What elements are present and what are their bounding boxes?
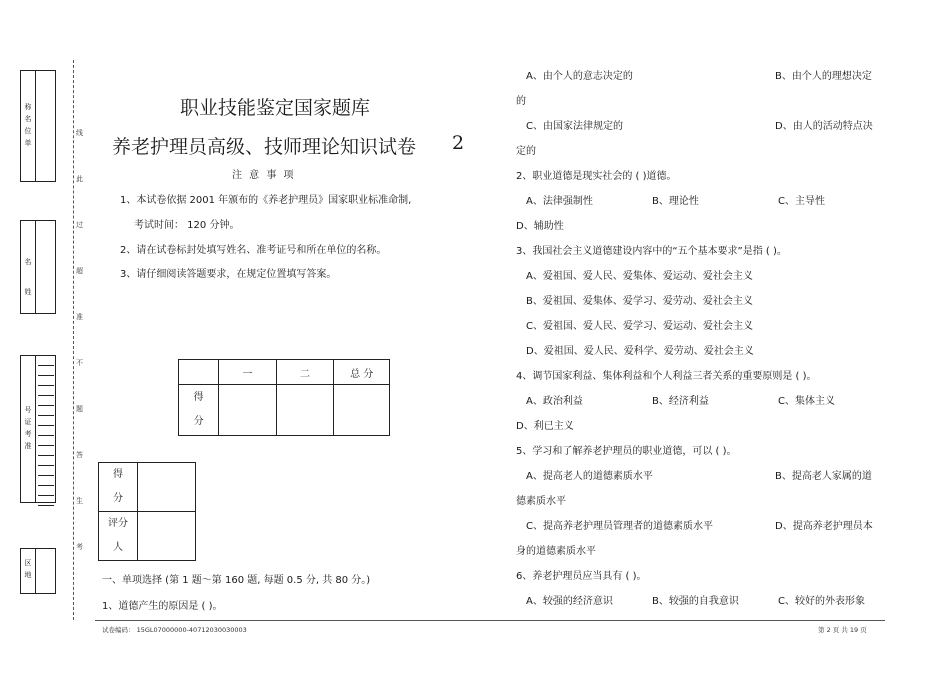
score-cell-total[interactable] bbox=[334, 385, 390, 436]
option-b: B、由个人的理想决定 bbox=[775, 71, 872, 82]
note-1-cont: 考试时间： 120 分钟。 bbox=[134, 220, 240, 231]
paper-title: 养老护理员高级、技师理论知识试卷 bbox=[112, 136, 417, 158]
question-line: 6、养老护理员应当具有 ( )。 bbox=[516, 571, 647, 582]
score-row-label bbox=[179, 385, 219, 436]
exam-no-grid bbox=[38, 356, 54, 500]
option-b: D、由人的活动特点决 bbox=[775, 121, 873, 132]
option-c: C、集体主义 bbox=[778, 396, 835, 407]
cut-line bbox=[73, 60, 74, 620]
score-cell-2[interactable] bbox=[276, 385, 334, 436]
section-score-label bbox=[99, 463, 138, 512]
question-line: D、利已主义 bbox=[516, 421, 574, 432]
cut-char: 此 bbox=[76, 175, 83, 183]
name-box bbox=[20, 220, 56, 314]
score-cell-1[interactable] bbox=[219, 385, 277, 436]
exam-no-label: 号证考准 bbox=[24, 406, 32, 450]
option-a: C、由国家法律规定的 bbox=[526, 121, 623, 132]
option-a: A、较强的经济意识 bbox=[526, 596, 613, 607]
question-line: 3、我国社会主义道德建设内容中的“五个基本要求”是指 ( )。 bbox=[516, 246, 787, 257]
option-b: B、较强的自我意识 bbox=[652, 596, 739, 607]
section-grader-cell[interactable] bbox=[138, 512, 196, 561]
cut-char: 考 bbox=[76, 543, 83, 551]
exam-bank-title: 职业技能鉴定国家题库 bbox=[180, 97, 371, 119]
option-line: A、爱祖国、爱人民、爱集体、爱运动、爱社会主义 bbox=[526, 271, 753, 282]
cut-char: 线 bbox=[76, 129, 83, 137]
section-score-box bbox=[98, 462, 196, 561]
score-table bbox=[178, 359, 390, 436]
option-b: B、提高老人家属的道 bbox=[775, 471, 872, 482]
unit-box bbox=[20, 70, 56, 182]
notes-title: 注 意 事 项 bbox=[232, 170, 296, 181]
paper-number: 2 bbox=[452, 132, 465, 154]
option-a: A、政治利益 bbox=[526, 396, 583, 407]
question-line: 德素质水平 bbox=[516, 496, 566, 507]
note-2: 2、请在试卷标封处填写姓名、准考证号和所在单位的名称。 bbox=[120, 245, 387, 256]
question-line: 4、调节国家利益、集体利益和个人利益三者关系的重要原则是 ( )。 bbox=[516, 371, 817, 382]
question-line: 5、学习和了解养老护理员的职业道德，可以 ( )。 bbox=[516, 446, 737, 457]
score-row-label-text: 得分 bbox=[193, 392, 204, 427]
cut-char: 题 bbox=[76, 405, 83, 413]
cut-char: 超 bbox=[76, 267, 83, 275]
footer-rule bbox=[95, 620, 885, 621]
cut-char: 准 bbox=[76, 313, 83, 321]
option-a: A、由个人的意志决定的 bbox=[526, 71, 633, 82]
cut-char: 过 bbox=[76, 221, 83, 229]
cut-char: 生 bbox=[76, 497, 83, 505]
section-grader-label-text: 评分人 bbox=[108, 518, 128, 553]
question-line: 2、职业道德是现实社会的 ( )道德。 bbox=[516, 171, 677, 182]
score-header-2: 二 bbox=[276, 360, 334, 385]
area-label: 区地 bbox=[24, 559, 32, 579]
name-label: 名姓 bbox=[24, 258, 32, 296]
score-header-total: 总 分 bbox=[334, 360, 390, 385]
question-line: 身的道德素质水平 bbox=[516, 546, 596, 557]
question-1: 1、道德产生的原因是 ( )。 bbox=[102, 601, 223, 612]
option-b: B、理论性 bbox=[652, 196, 699, 207]
section-score-cell[interactable] bbox=[138, 463, 196, 512]
cut-char: 答 bbox=[76, 451, 83, 459]
note-3: 3、请仔细阅读答题要求，在规定位置填写答案。 bbox=[120, 269, 337, 280]
option-line: B、爱祖国、爱集体、爱学习、爱劳动、爱社会主义 bbox=[526, 296, 753, 307]
section-grader-label bbox=[99, 512, 138, 561]
note-1: 1、本试卷依据 2001 年颁布的《养老护理员》国家职业标准命制, bbox=[120, 195, 412, 206]
cut-char: 不 bbox=[76, 359, 83, 367]
page-number: 第 2 页 共 19 页 bbox=[818, 626, 867, 634]
option-b: D、提高养老护理员本 bbox=[775, 521, 873, 532]
score-header-1: 一 bbox=[219, 360, 277, 385]
option-a: A、提高老人的道德素质水平 bbox=[526, 471, 653, 482]
question-line: 的 bbox=[516, 96, 526, 107]
option-a: C、提高养老护理员管理者的道德素质水平 bbox=[526, 521, 713, 532]
paper-code: 试卷编码： 15GL07000000-40712030030003 bbox=[102, 626, 247, 634]
section-title: 一、单项选择 (第 1 题～第 160 题, 每题 0.5 分, 共 80 分。) bbox=[102, 575, 371, 586]
score-header-blank bbox=[179, 360, 219, 385]
option-c: C、主导性 bbox=[778, 196, 825, 207]
option-a: A、法律强制性 bbox=[526, 196, 593, 207]
option-line: C、爱祖国、爱人民、爱学习、爱运动、爱社会主义 bbox=[526, 321, 753, 332]
section-score-label-text: 得分 bbox=[113, 469, 123, 504]
option-line: D、爱祖国、爱人民、爱科学、爱劳动、爱社会主义 bbox=[526, 346, 754, 357]
option-b: B、经济利益 bbox=[652, 396, 709, 407]
question-line: 定的 bbox=[516, 146, 536, 157]
unit-label: 称名位单 bbox=[24, 103, 32, 147]
area-box bbox=[20, 548, 56, 594]
option-c: C、较好的外表形象 bbox=[778, 596, 865, 607]
question-line: D、辅助性 bbox=[516, 221, 564, 232]
